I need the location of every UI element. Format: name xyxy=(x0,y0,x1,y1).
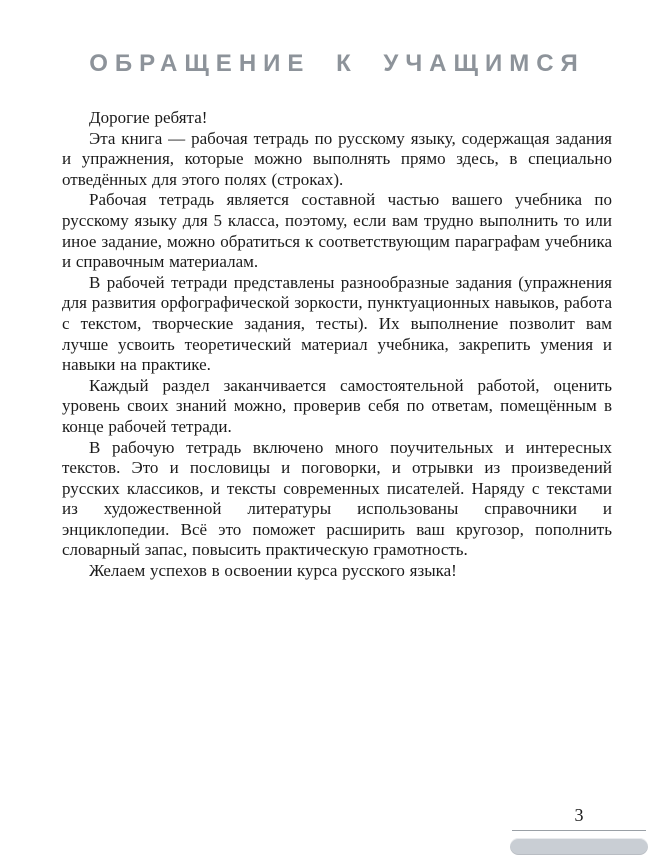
paragraph-3: Рабочая тетрадь является составной частью вашего учебника по русскому языку для 5 класса, поэтому, если вам трудно выполнить то или иное задание, можно обратиться к соответствующим параграфам учебника и справочным материалам. xyxy=(62,190,612,272)
paragraph-7: Желаем успехов в освоении курса русского языка! xyxy=(89,561,457,581)
footer-rule xyxy=(512,830,646,831)
paragraph-4: В рабочей тетради представлены разнообразные задания (упражнения для развития орфографической зоркости, пунктуационных навыков, работа с текстом, творческие задания, тесты). Их выполнение позволит вам лучше усвоить теоретический материал учебника, закрепить умения и навыки на практике. xyxy=(62,272,612,375)
page-footer xyxy=(508,805,650,855)
paragraph-2: Эта книга — рабочая тетрадь по русскому языку, содержащая задания и упражнения, которые можно выполнять прямо здесь, в специально отведённых для этого полях (строках). xyxy=(62,128,612,189)
body-text xyxy=(62,108,612,582)
page-title: ОБРАЩЕНИЕ К УЧАЩИМСЯ xyxy=(89,50,585,77)
page-number: 3 xyxy=(574,805,584,825)
paragraph-1: Дорогие ребята! xyxy=(89,108,208,127)
footer-tab xyxy=(510,838,648,855)
paragraph-5: Каждый раздел заканчивается самостоятельной работой, оценить уровень своих знаний можно, проверив себя по ответам, помещённым в конце рабочей тетради. xyxy=(62,375,612,436)
paragraph-6: В рабочую тетрадь включено много поучительных и интересных текстов. Это и пословицы и поговорки, и отрывки из произведений русских классиков, и тексты современных писателей. Наряду с текстами из художественной литературы использованы справочники и энциклопедии. Всё это поможет расширить ваш кругозор, пополнить словарный запас, повысить практическую грамотность. xyxy=(62,437,612,560)
